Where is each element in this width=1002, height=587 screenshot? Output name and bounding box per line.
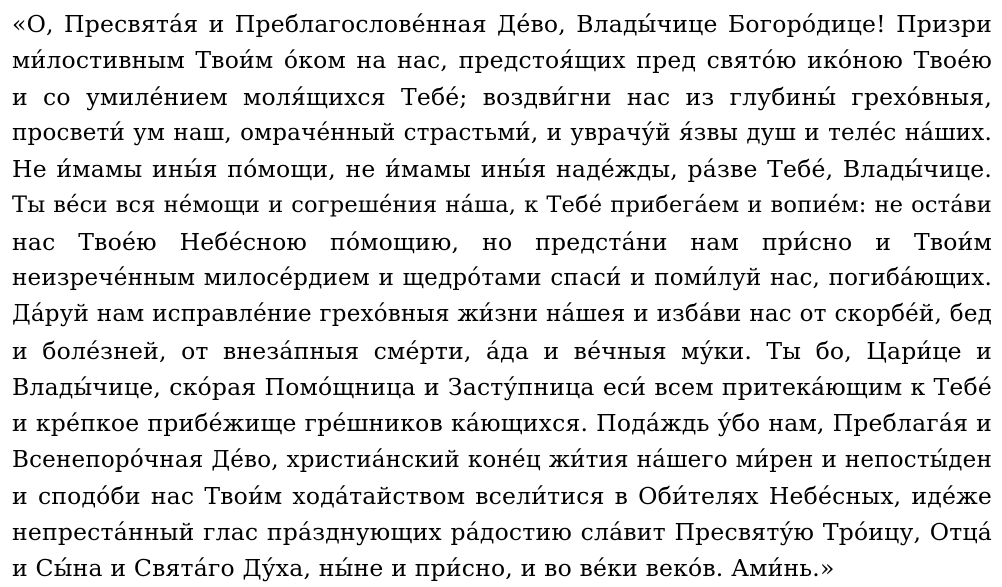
prayer-line-7: нас Твое́ю Небе́сною по́мощию, но предста́ни нам при́сно и Твои́м: [12, 227, 992, 256]
prayer-line-9: Да́руй нам исправле́ние грехо́вныя жи́зни на́шея и изба́ви нас от скорбе́й, бед: [12, 301, 992, 328]
prayer-line-4: просвети́ ум наш, омраче́нный страстьми́, и уврачу́й я́звы душ и теле́с на́ших.: [12, 119, 992, 146]
prayer-line-8: неизрече́нным милосе́рдием и щедро́тами спаси́ и поми́луй нас, погиба́ющих.: [12, 265, 992, 292]
prayer-line-12: и кре́пкое прибе́жище гре́шников ка́ющихся. Пода́ждь у́бо нам, Преблага́я и: [12, 409, 992, 438]
prayer-line-15: непреста́нный глас пра́зднующих ра́достию сла́вит Пресвяту́ю Тро́ицу, Отца́: [12, 518, 992, 547]
prayer-line-16: и Сы́на и Свята́го Ду́ха, ны́не и при́сно, и во ве́ки веко́в. Ами́нь.»: [12, 554, 835, 583]
prayer-text-block: [12, 6, 992, 587]
prayer-line-2: ми́лостивным Твои́м о́ком на нас, предстоя́щих пред свято́ю ико́ною Твое́ю: [12, 46, 992, 75]
prayer-line-6: Ты ве́си вся не́мощи и согреше́ния на́ша, к Тебе́ прибега́ем и вопие́м: не оста́ви: [12, 192, 992, 219]
prayer-line-1: «О, Пресвята́я и Преблагослове́нная Де́во, Влады́чице Богоро́дице! Призри: [12, 10, 992, 38]
prayer-line-10: и боле́зней, от внеза́пныя сме́рти, а́да и ве́чныя му́ки. Ты бо, Цари́це и: [12, 336, 992, 365]
prayer-line-3: и со умиле́нием моля́щихся Тебе́; воздви́гни нас из глубины́ грехо́вныя,: [12, 82, 992, 111]
prayer-line-14: и сподо́би нас Твои́м хода́тайством всели́тися в Оби́телях Небе́сных, иде́же: [12, 481, 992, 510]
prayer-line-11: Влады́чице, ско́рая Помо́щница и Засту́пница еси́ всем притека́ющим к Тебе́: [12, 372, 992, 401]
prayer-line-13: Всенепоро́чная Де́во, христиа́нский коне́ц жи́тия на́шего ми́рен и непосты́ден: [12, 446, 992, 473]
prayer-line-5: Не и́мамы ины́я по́мощи, не и́мамы ины́я наде́жды, ра́зве Тебе́, Влады́чице.: [12, 155, 992, 184]
